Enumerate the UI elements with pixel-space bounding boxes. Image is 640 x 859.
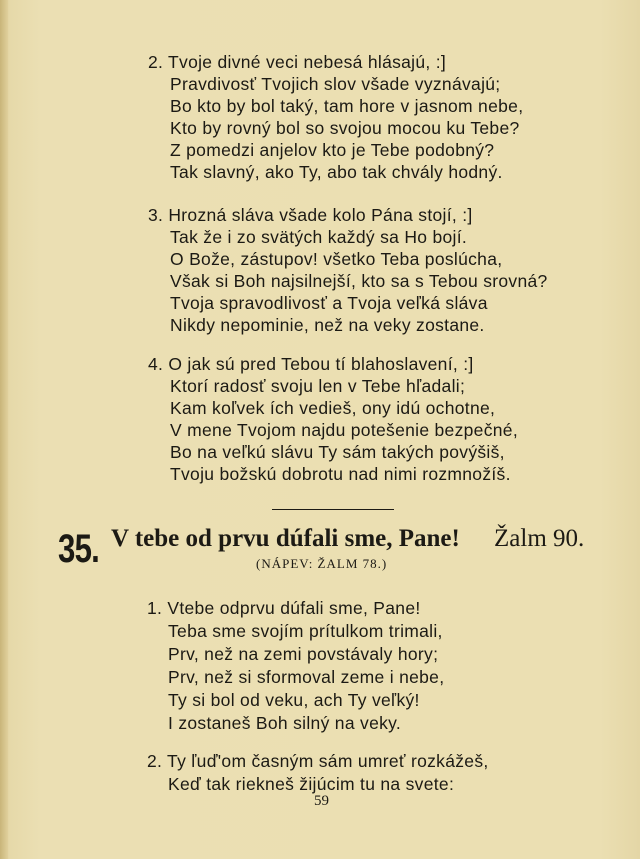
verse-3-line-6: Nikdy nepominie, než na veky zostane. xyxy=(170,315,485,335)
psalm-reference: Žalm 90. xyxy=(494,525,585,552)
verse-4-line-3: Kam koľvek ích vedieš, ony idú ochotne, xyxy=(170,398,496,418)
psalm-verse-2-line-2: Keď tak riekneš žijúcim tu na svete: xyxy=(168,774,455,794)
psalm-verse-1-line-1: 1. Vtebe odprvu dúfali sme, Pane! xyxy=(147,598,421,618)
psalm-tune: (NÁPEV: ŽALM 78.) xyxy=(256,556,388,571)
psalm-verse-1-line-3: Prv, než na zemi povstávaly hory; xyxy=(168,644,439,664)
verse-4-line-5: Bo na veľkú slávu Ty sám takých povýšiš, xyxy=(170,442,505,462)
psalm-number: 35. xyxy=(58,527,100,571)
psalm-verse-1-line-6: I zostaneš Boh silný na veky. xyxy=(168,713,402,733)
verse-2-line-3: Bo kto by bol taký, tam hore v jasnom nebe, xyxy=(170,96,524,116)
page-edge xyxy=(0,0,8,859)
page-number: 59 xyxy=(314,793,329,809)
verse-4-line-1: 4. O jak sú pred Tebou tí blahoslavení, :] xyxy=(148,354,474,374)
verse-2-line-5: Z pomedzi anjelov kto je Tebe podobný? xyxy=(170,140,495,160)
psalm-verse-1-line-2: Teba sme svojím prítulkom trimali, xyxy=(168,621,443,641)
psalm-verse-1-line-4: Prv, než si sformoval zeme i nebe, xyxy=(168,667,445,687)
verse-4-line-2: Ktorí radosť svoju len v Tebe hľadali; xyxy=(170,376,466,396)
verse-2-line-4: Kto by rovný bol so svojou mocou ku Tebe? xyxy=(170,118,520,138)
psalm-title: V tebe od prvu dúfali sme, Pane! xyxy=(111,525,460,552)
verse-2-line-2: Pravdivosť Tvojich slov všade vyznávajú; xyxy=(170,74,501,94)
verse-4-line-6: Tvoju božskú dobrotu nad nimi rozmnožíš. xyxy=(170,464,511,484)
verse-3-line-5: Tvoja spravodlivosť a Tvoja veľká sláva xyxy=(170,293,488,313)
verse-3-line-4: Však si Boh najsilnejší, kto sa s Tebou srovná? xyxy=(170,271,548,291)
verse-3-line-1: 3. Hrozná sláva všade kolo Pána stojí, :] xyxy=(148,205,473,225)
psalm-verse-2-line-1: 2. Ty ľuď'om časným sám umreť rozkážeš, xyxy=(147,751,489,771)
verse-4-line-4: V mene Tvojom najdu potešenie bezpečné, xyxy=(170,420,518,440)
verse-2-line-6: Tak slavný, ako Ty, abo tak chvály hodný. xyxy=(170,162,503,182)
verse-3-line-2: Tak že i zo svätých každý sa Ho bojí. xyxy=(170,227,468,247)
psalm-verse-1-line-5: Ty si bol od veku, ach Ty veľký! xyxy=(168,690,420,710)
section-divider xyxy=(272,509,394,510)
verse-3-line-3: O Bože, zástupov! všetko Teba poslúcha, xyxy=(170,249,503,269)
verse-2-line-1: 2. Tvoje divné veci nebesá hlásajú, :] xyxy=(148,52,447,72)
